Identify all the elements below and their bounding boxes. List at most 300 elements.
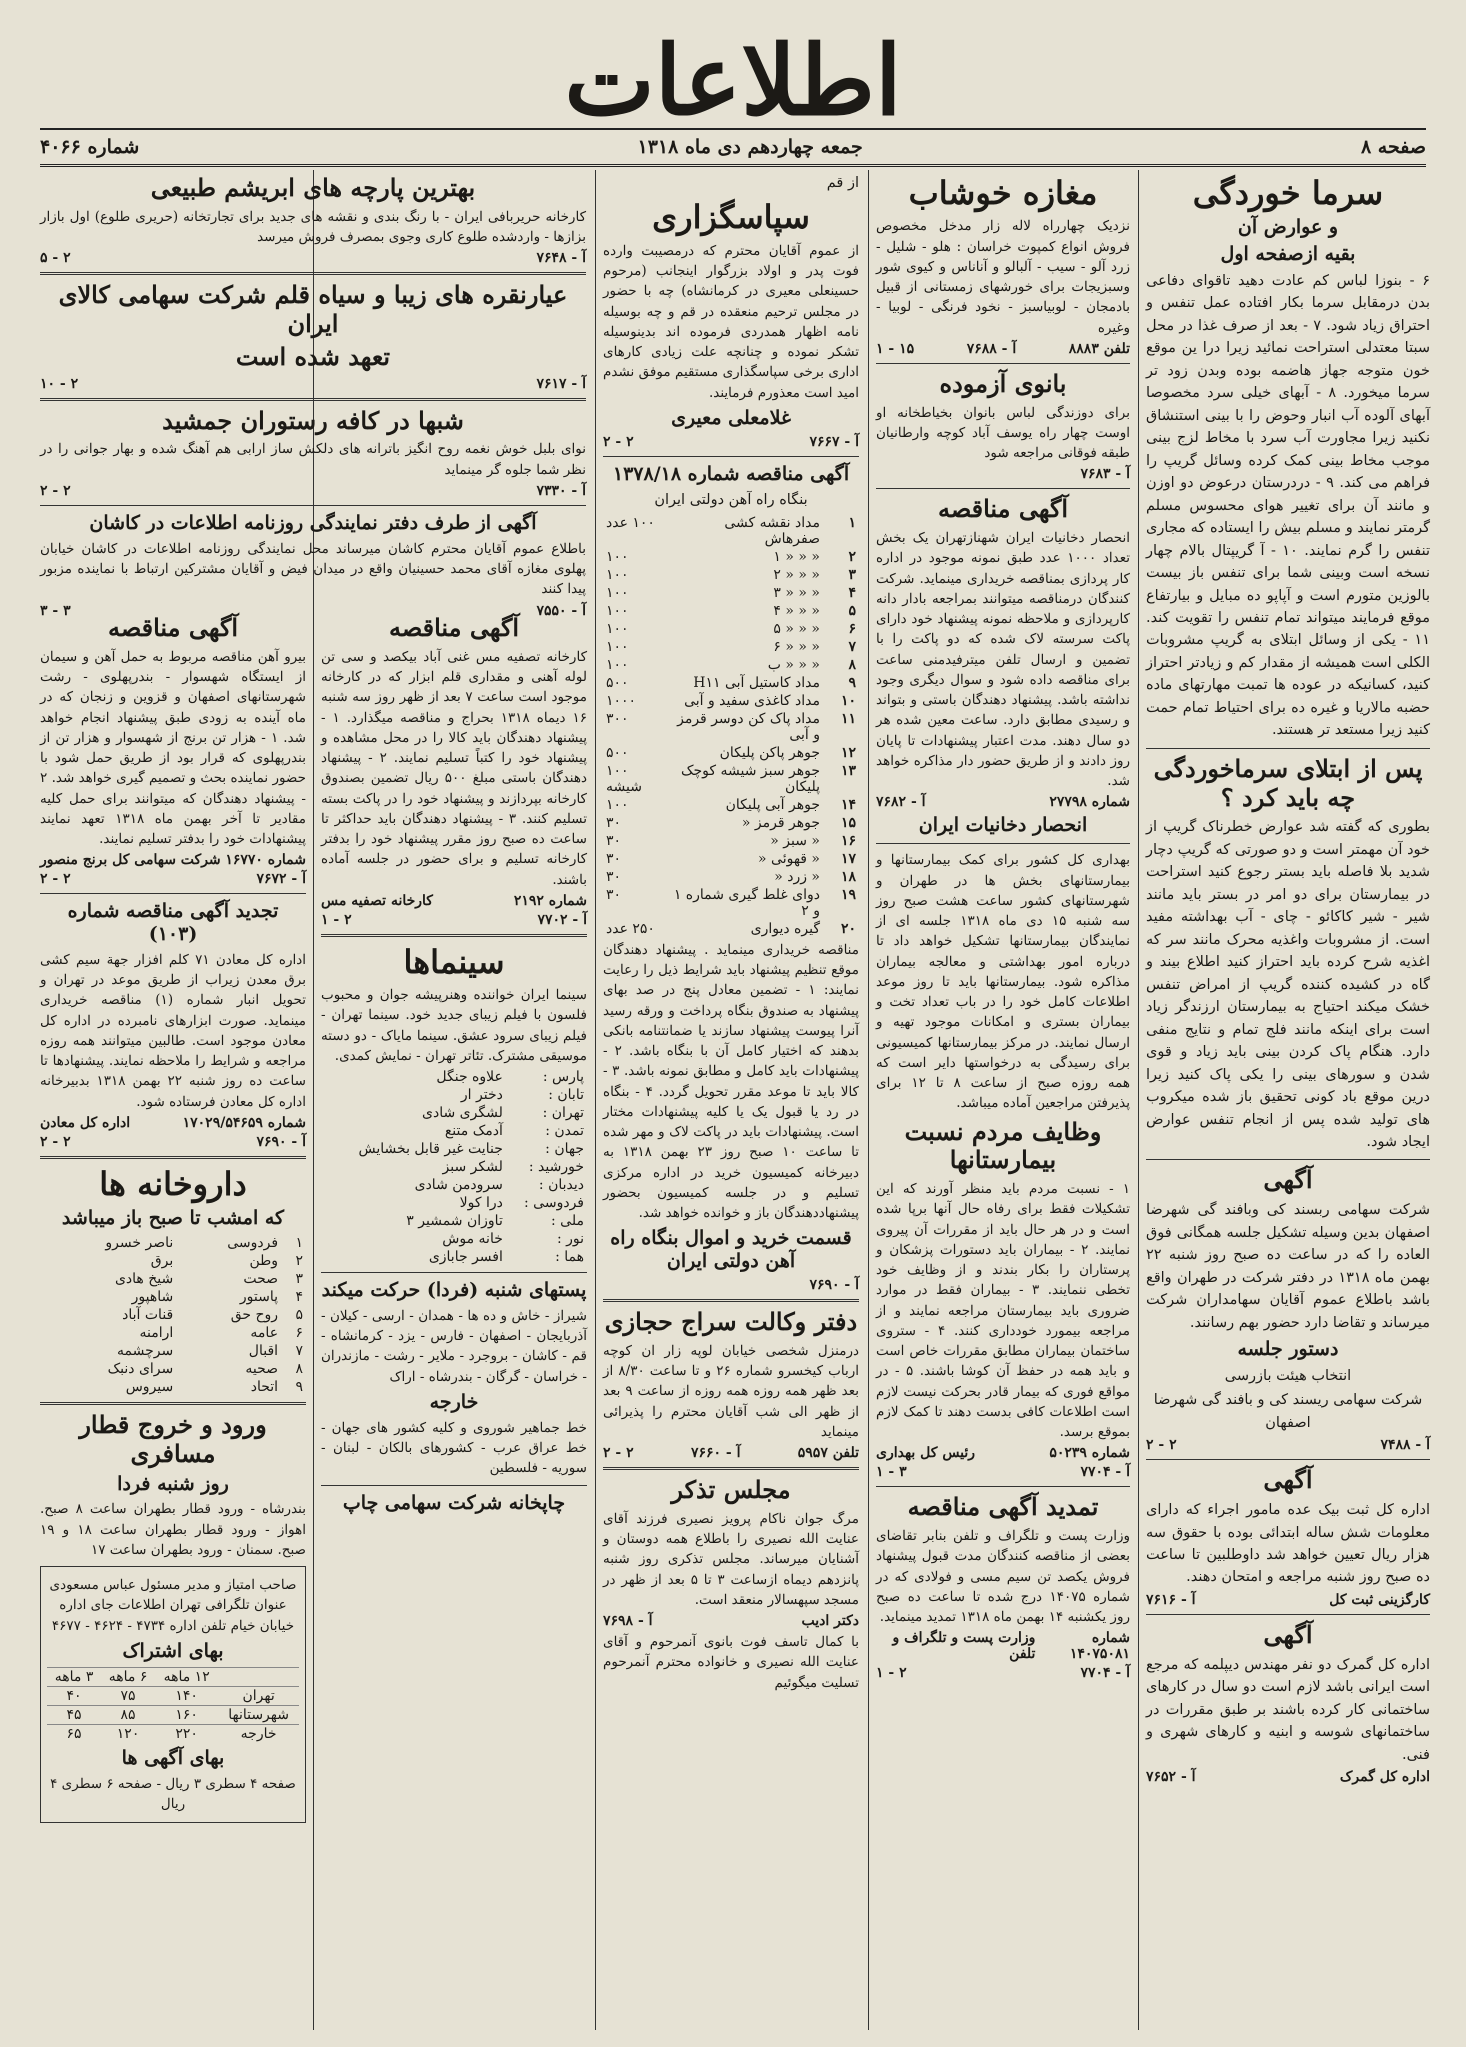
thanks-from: از قم — [826, 175, 859, 191]
tender-cell: ۱۰۰ — [606, 796, 629, 813]
cold-subtitle: و عوارض آن — [1237, 216, 1339, 239]
ref-run: ۲ - ۵ — [40, 250, 71, 267]
tender-cell: ۱۰۰ — [606, 620, 629, 637]
table-cell: ۱۶۰ — [155, 1705, 218, 1724]
cinema-row — [321, 1122, 587, 1140]
owner-body: صاحب امتیاز و مدیر مسئول عباس مسعودی عنوان تلگرافی تهران اطلاعات جای اداره خیابان خیام تلفن اداره ۴۷۳۴ - ۴۶۲۴ - ۴۶۷۷ — [49, 1577, 297, 1634]
jam-ref-2 — [321, 912, 587, 928]
tender2-title: آگهی مناقصه — [107, 613, 239, 642]
ref-code: آ - ۷۶۱۶ — [1146, 1591, 1196, 1608]
rail-tender-body: مناقصه خریداری مینماید . پیشنهاد دهندگان موقع تنظیم پیشنهاد باید شرایط ذیل را رعایت نمایند: ۱ - تضمین معادل پنج در صد بهای پیشنهاد به صندوق بنگاه پرداخت و ورقه رسید آنرا پیوست پیشنهاد سازند یا ضمانتنامه بانکی بدهند که اختیار کامل آن با بنگاه باشد. ۲ - پیشنهادات باید کامل و مطابق نمونه باشد. ۳ - کالا باید تا موعد مقرر تحویل گردد. ۴ - بنگاه در رد یا قبول یک یا کلیه پیشنهادات مختار است. پیشنهادات باید در پاکت لاک و مهر شده تا ساعت ۱۰ صبح روز ۲۳ بهمن ۱۳۱۸ به دبیرخانه کمیسیون خرید در اداره مرکزی تسلیم و در جلسه کمیسیون بحضور پیشنهاددهندگان باز و خوانده خواهد شد. — [603, 941, 859, 1222]
column-3 — [597, 170, 865, 1695]
cinema-row — [321, 1104, 587, 1122]
sunday-post-body: شیراز - خاش و ده ها - همدان - ارسی - کیلان - آذربایجان - اصفهان - فارس - یزد - کرمانشاه - قم - کاشان - بروجرد - ملایر - رشت - مازندران - خراسان - گرگان - بندرشاه - اراک — [321, 1307, 587, 1385]
tender-row — [603, 832, 859, 850]
pharmacy-row — [40, 1378, 306, 1396]
tender-cell: ۴ — [848, 584, 856, 601]
table-cell: خانه موش — [442, 1231, 503, 1248]
tender-row — [603, 814, 859, 832]
tender-cell: ۳۰ — [606, 868, 622, 885]
tender-cell: ۱۹ — [840, 886, 856, 903]
tender-cell: ۱۰۰ — [606, 566, 629, 583]
table-cell: نور : — [556, 1231, 584, 1248]
tender-cell: ۵۰۰ — [606, 674, 629, 691]
sunday-post-title: پستهای شنبه (فردا) حرکت میکند — [321, 1279, 587, 1302]
thanks-signature: غلامعلی معیری — [671, 406, 791, 429]
tender-cell: ۱ — [848, 514, 856, 531]
tender-ref — [876, 794, 1130, 810]
tender-cell: ۸ — [848, 656, 856, 673]
table-cell: ۷۵ — [101, 1686, 155, 1705]
tender-row — [603, 710, 859, 744]
table-cell: ۱ — [295, 1235, 303, 1252]
tender-cell: ۱۳ — [840, 762, 856, 779]
table-cell: ۴۵ — [47, 1705, 101, 1724]
pharmacy-row — [40, 1270, 306, 1288]
renew-ref-2 — [876, 1665, 1130, 1681]
ref-code: آ - ۷۶۶۰ — [690, 1445, 741, 1462]
cold-body: ۶ - بنوزا لباس کم عادت دهید تاقوای دفاعی بدن درمقابل سرما بکار افتاده عمل تنفس و احتراق زیاد شود. ۷ - بعد از صرف غذا در محل سبتا معتدلی استراحت نمائید زیرا درا ین موقع خون متوجه جهاز هاضمه بوده وبدن زود تر سرما میخورد. ۸ - آبهای خیلی سرد مخصوصا آبهای آلوده آب انبار وحوض را با بینی استنشاق نکنید زیرا مجاورت آب سرد با مخاط لزج بینی موجب مخاط بینی کمک کرده وسائل گریپ را فراهم می کند. ۹ - دردرستان درعوض دو اوزن و مانند آن برای تغییر هوای محسوس مسلم گرمتر نمایند و مسلم بیش را ایستاده که مجاری تنفس را گرم نمایند. ۱۰ - آ گریپتال بالام چهار نسخه است وبینی شما برای تنفس باز بیست بالوزین متورم است و آپاپو ده مبایل و بیارتفاع موقع فرمایند میتواند تمام تنفس را تقویت کند. ۱۱ - یکی از وسائل ابتلای به گریپ مشروبات الکلی است همیشه از مقدار کم و زیادتر احتراز کنید، کسانیکه در عوده ها تمبت مهارتهای ماده حضبه مالاریا و غیره ده برای احتیاط تمام حمت کنید زیرا مستعد تر هستند. — [1146, 272, 1430, 739]
tender-cell: دوای غلط گیری شماره ۱ و ۲ — [673, 886, 820, 919]
tender-cell: « زرد « — [774, 868, 820, 885]
tender-cell: ۲۰ — [840, 920, 856, 937]
tender-cell: ۱۸ — [840, 868, 856, 885]
tender-cell: ۳۰ — [606, 814, 622, 831]
table-cell: ملی : — [551, 1213, 584, 1230]
renew-title: تمدید آگهی مناقصه — [907, 1492, 1099, 1522]
tender-cell: ۱۰۰ — [606, 602, 629, 619]
tender-cell: ۱۵ — [840, 814, 856, 831]
cinema-row — [321, 1176, 587, 1194]
tender-cell: « « « ۱ — [773, 548, 820, 565]
issue-number: شماره ۴۰۶۶ — [40, 136, 140, 158]
tender-cell: ۱۱ — [840, 710, 856, 727]
renew-body: وزارت پست و تلگراف و تلفن بنابر تقاضای بعضی از مناقصه کنندگان مدت قبول پیشنهاد فروش یکصد تن سیم مسی و فولادی که در شماره ۱۴۰۷۵ درج شده تا ساعت ده صبح روز یکشنبه ۱۴ بهمن ماه ۱۳۱۸ تمدید مینماید. — [876, 1528, 1130, 1626]
table-cell: خورشید : — [528, 1159, 584, 1176]
table-cell: سرچشمه — [117, 1343, 174, 1360]
table-cell: ۲ — [295, 1253, 303, 1270]
jam-body: کارخانه تصفیه مس غنی آباد بیکصد و سی تن لوله آهنی و مقداری قلم ابزار که در کارخانه موجود است ساعت ۷ بعد از ظهر روز سه شنبه ۱۶ دیماه ۱۳۱۸ بحراج و مناقصه میگذارد. ۱ - پیشنهاد دهندگان باید کالا را در محل مشاهده و پیشنهاد خود را کتباً تسلیم نمایند. ۲ - پیشنهاد دهندگان باستی مبلغ ۵۰۰ ریال تضمین بصندوق کارخانه بپردازند و پیشنهاد خود را در پاکت بسته تسلیم کنند. ۳ - پیشنهاد دهندگان باید حداکثر تا ساعت ده صبح روز مقرر پیشنهاد خود را بدفتر کارخانه تسلیم و برای حضور در جلسه آماده باشند. — [321, 648, 588, 888]
tender-row — [603, 638, 859, 656]
column-1 — [1140, 170, 1436, 1788]
tender-row — [603, 584, 859, 602]
tender-cell: مداد پاک کن دوسر قرمز و آبی — [677, 710, 820, 743]
rail-tender-table — [603, 514, 859, 938]
renew-ref — [876, 1630, 1130, 1662]
travel-sub: روز شنبه فردا — [117, 1472, 229, 1495]
tender2-body: بیرو آهن مناقصه مربوط به حمل آهن و سیمان از ایستگاه شهسوار - بندرپهلوی - رشت شهرستانهای اصفهان و قزوین و زنجان که در ماه آینده به زودی طبق پیشنهاد انجام خواهد شد. ۱ - هزار تن برنج از شهسوار و هزار تن از بندرپهلوی که قرار بود از طریق حمل شود با حضور نماینده بحث و تصمیم گیری خواهد شد. ۲ - پیشنهاد دهندگان که میتوانند برای حمل کلیه مقادیر تا آخر بهمن ماه ۱۳۱۸ تعهد نمایند پیشنهادات خود را بدفتر تسلیم نمایند. — [40, 648, 306, 848]
tender-cell: « « « ۶ — [773, 638, 820, 655]
table-cell: ۸۵ — [101, 1705, 155, 1724]
cinema-table — [321, 1068, 587, 1266]
ref-code: آ - ۷۳۳۰ — [536, 482, 586, 499]
tender2-ref — [40, 852, 306, 868]
rep-body: باطلاع عموم آقایان محترم کاشان میرساند محل نمایندگی روزنامه اطلاعات در کاشان خیابان پهلوی مغازه آقای محمد حسینیان واقع در میدان فیض و آقایان مشترکین ارتباط با نماینده مزبور پیدا کنند — [40, 540, 586, 598]
ref-run: ۲ - ۲ — [40, 871, 71, 888]
tender-row — [603, 868, 859, 886]
tender-cell: ۲۵۰ عدد — [606, 920, 655, 937]
tender-cell: ۱۰۰ — [606, 638, 629, 655]
memorial-ref — [603, 1613, 859, 1629]
cinema-row — [321, 1248, 587, 1266]
signature: اداره کل معادن — [40, 1114, 131, 1131]
ref-run: ۲ - ۱۰ — [40, 375, 79, 392]
renew2-ref-2 — [40, 1134, 306, 1150]
column-4 — [315, 610, 593, 1518]
table-cell: ۱۲۰ — [101, 1724, 155, 1743]
jewel-sub: تعهد شده است — [235, 341, 391, 371]
cafe-title: شبها در کافه رستوران جمشید — [162, 405, 464, 435]
abroad-title: خارجه — [429, 1390, 479, 1413]
dateline — [40, 128, 1426, 167]
signature: اداره کل گمرک — [1339, 1769, 1430, 1786]
ref-run: ۲ - ۱ — [876, 1665, 907, 1682]
table-cell: ۹ — [295, 1379, 303, 1396]
table-cell: شاهپور — [131, 1289, 174, 1306]
cinema-row — [321, 1068, 587, 1086]
health-ref-2 — [876, 1464, 1130, 1480]
tender-cell: ۹ — [848, 674, 856, 691]
cold-continued: بقیه ازصفحه اول — [1220, 243, 1356, 266]
health-ref — [876, 1445, 1130, 1461]
table-cell: ۲۲۰ — [155, 1724, 218, 1743]
table-cell: ۴ — [295, 1289, 303, 1306]
pharmacy-row — [40, 1306, 306, 1324]
table-cell: درا کولا — [459, 1195, 503, 1212]
table-cell: قنات آباد — [122, 1307, 174, 1324]
column-rule — [1138, 170, 1139, 2030]
health-body: بهداری کل کشور برای کمک بیمارستانها و بیمارستانهای بخش ها در طهران و شهرستانهای کشور ساعت هشت صبح روز سه شنبه ۱۵ دی ماه ۱۳۱۸ جلسه ای از نمایندگان بیمارستانها تشکیل خواهد داد تا درباره امور بهداشتی و معالجه بیماران مذاکره شود. بیمارستانها باید تا روز موعد اطلاعات کامل خود را در باب تعداد تخت و بیماران بستری و امکانات موجود تهیه و ارسال نمایند. در مرکز بیمارستانها کمیسیونی برای رسیدگی به درخواستها دایر است که همه روزه صبح از ساعت ۸ تا ۱۲ برای پذیرفتن مراجعین آماده میباشد. — [876, 852, 1131, 1112]
jewel-title: عیارنقره های زیبا و سیاه قلم شرکت سهامی کالای ایران — [58, 280, 568, 339]
notice3-body: اداره کل گمرک دو نفر مهندس دیپلمه که مرجع است ایرانی باشد لازم است دو سال در کارهای ساختمانی کار کرده باشند بر طبق مقررات در ساختمانهای شوسه و ابنیه و کارهای شهری و فنی. — [1146, 1656, 1430, 1763]
signature: کارگزینی ثبت کل — [1329, 1591, 1430, 1608]
rail-tender-signature: قسمت خرید و اموال بنگاه راه آهن دولتی ایران — [610, 1227, 852, 1273]
tender-row — [603, 514, 859, 548]
cafe-body: نوای بلبل خوش نغمه روح انگیز باترانه های دلکش ساز ارابی هم آهنگ شده و بهار جوانی را در نظر شما جلوه گر مینماید — [40, 441, 586, 478]
cold-title: سرما خوردگی — [1192, 174, 1384, 212]
ref-code: آ - ۷۷۰۲ — [537, 911, 587, 928]
tender-cell: ۱۰۰۰ — [606, 692, 637, 709]
midwife-title: بانوی آزموده — [939, 368, 1067, 398]
table-cell: سرودمن شادی — [414, 1177, 503, 1194]
tender-cell: ۵ — [848, 602, 856, 619]
table-cell: تهران : — [542, 1105, 584, 1122]
pharmacy-table — [40, 1234, 306, 1396]
number: شماره ۲۷۷۹۸ — [1049, 794, 1130, 811]
table-cell: آدمک متنع — [444, 1123, 503, 1140]
table-cell: تمدن : — [545, 1123, 584, 1140]
number: شماره ۱۷۰۲۹/۵۴۶۵۹ — [182, 1114, 306, 1131]
column-5 — [34, 610, 312, 1829]
tender-cell: ۷ — [848, 638, 856, 655]
table-cell: جنایت غیر قابل بخشایش — [358, 1141, 503, 1158]
table-cell: پارس : — [542, 1069, 584, 1086]
tender-cell: ۱۶ — [840, 832, 856, 849]
duties-body: ۱ - نسبت مردم باید منظر آورند که این تشکیلات فقط برای رفاه حال آنها برپا شده است و در هر حال باید از مقررات آن پیروی نمایند. ۲ - بیماران باید دستورات پزشکان و پرستاران را بکار بندند و از وظایف خود تخطی ننمایند. ۳ - بیماران فقط در موارد ضروری باید بیمارستان مراجعه نمایند و از مراجعه بیمورد خودداری کنند. ۴ - ستروی ساختمان بیماران مطابق مقررات خاص است و باید همه در حفظ آن کوشا باشند. ۵ - در مواقع فوری که بیمار قادر بحرکت نیست لازم است اطلاعات کافی بدست دهند تا کمک لازم بموقع برسد. — [876, 1181, 1131, 1441]
tender-row — [603, 762, 859, 796]
tender-row — [603, 566, 859, 584]
rep-title: آگهی از طرف دفتر نمایندگی روزنامه اطلاعات در کاشان — [89, 511, 537, 534]
column-rule — [868, 170, 869, 2030]
table-cell: جهان : — [545, 1141, 584, 1158]
agenda-body: انتخاب هیئت بازرسی — [1224, 1367, 1352, 1384]
ref-code: آ - ۷۶۵۲ — [1146, 1769, 1196, 1786]
table-cell: فردوسی : — [524, 1195, 584, 1212]
table-cell: اتحاد — [250, 1379, 279, 1396]
tender-cell: ۱۰۰ عدد — [606, 514, 655, 531]
tender-cell: ۲ — [848, 548, 856, 565]
pharmacy-title: داروخانه ها — [99, 1164, 247, 1203]
ads-price-body: صفحه ۴ سطری ۳ ریال - صفحه ۶ سطری ۴ ریال — [50, 1775, 296, 1812]
tender-cell: گیره دیواری — [750, 920, 820, 937]
table-cell: ۳ ماهه — [47, 1667, 101, 1686]
tender-cell: مداد نقشه کشی صفرهاش — [724, 514, 820, 547]
tender-row — [603, 620, 859, 638]
number: شماره ۲۱۹۲ — [513, 892, 587, 909]
tender-cell: « قهوئی « — [758, 850, 820, 867]
tender-cell: ۱۰۰ — [606, 548, 629, 565]
cinema-row — [321, 1212, 587, 1230]
lawyer-body: درمنزل شخصی خیابان لوپه زار ان کوچه ارباب کیخسرو شماره ۲۶ و تا ساعت ۸/۳۰ از بعد ظهر همه روزه همه روزه از ساعت ۹ بعد از ظهر الی شب آقایان محترم را پذیرائی مینماید — [603, 1342, 860, 1440]
tender-row — [603, 744, 859, 762]
tender-cell: « « « ۴ — [773, 602, 820, 619]
table-cell: تاوزان شمشیر ۳ — [406, 1213, 503, 1230]
renew2-body: اداره کل معادن ۷۱ کلم افزار جهة سیم کشی برق معدن زیراب از طریق موعد در تهران و تحویل انبار شماره (۱) مناقصه خریداری مینماید. صورت ابزارهای نامبرده در اداره کل معادن موجود است. طالبین میتوانند همه روزه مراجعه و شرایط را ملاحظه نمایند. پیشنهادها تا ساعت ده روز شنبه ۲۲ بهمن ۱۳۱۸ بدبیرخانه اداره کل معادن فرستاده شود. — [40, 951, 307, 1110]
issue-date: جمعه چهاردهم دی ماه ۱۳۱۸ — [637, 136, 863, 158]
duties-title: وظایف مردم نسبت بیمارستانها — [904, 1116, 1102, 1175]
ref-run: ۲ - ۲ — [603, 433, 634, 450]
ref-code: آ - ۷۵۵۰ — [536, 602, 586, 619]
pharmacy-row — [40, 1252, 306, 1270]
jam-title: آگهی مناقصه — [388, 613, 520, 642]
ref-code: آ - ۷۶۸۳ — [1080, 466, 1130, 483]
midwife-ref — [876, 466, 1130, 482]
ref-code: آ - ۷۶۸۸ — [966, 340, 1017, 357]
tender-cell: ۱۲ — [840, 744, 856, 761]
subscription-row — [47, 1667, 299, 1686]
tender2-ref-2 — [40, 871, 306, 887]
memorial-title: مجلس تذکر — [671, 1475, 791, 1505]
tender-signature: انحصار دخانیات ایران — [918, 814, 1088, 837]
table-cell: تهران — [218, 1686, 299, 1705]
newspaper-title: اطلاعات — [564, 24, 902, 137]
ref-run: ۳ - ۱ — [876, 1464, 907, 1481]
jewel-ref — [40, 376, 586, 392]
silk-ref — [40, 250, 586, 266]
table-cell: علاوه جنگل — [436, 1069, 503, 1086]
notice-title: آگهی — [1263, 1165, 1313, 1195]
table-cell: دختر ار — [460, 1087, 503, 1104]
ref-code: آ - ۷۶۹۰ — [809, 1277, 859, 1294]
number: شماره ۱۴۰۷۵۰۸۱ — [1069, 1630, 1130, 1663]
signature: کارخانه تصفیه مس — [321, 892, 433, 909]
table-cell: صحت — [243, 1271, 279, 1288]
tender-row — [603, 602, 859, 620]
tender-row — [603, 796, 859, 814]
tender-row — [603, 692, 859, 710]
memorial-body-2: با کمال تاسف فوت بانوی آنمرحوم و آقای عنایت الله نصیری و خانواده محترم آنمرحوم تسلیت میگوئیم — [603, 1634, 859, 1691]
tender-row — [603, 656, 859, 674]
table-cell: لشگری شادی — [422, 1105, 503, 1122]
cinema-row — [321, 1194, 587, 1212]
table-cell: عامه — [250, 1325, 279, 1342]
pharmacy-row — [40, 1324, 306, 1342]
tender-cell: « « « ۲ — [773, 566, 820, 583]
notice-body: شرکت سهامی ربسند کی وبافند گی شهرضا اصفهان بدین وسیله تشکیل جلسه همگانی فوق العاده را که در ساعت ده صبح روز شنبه ۲۲ بهمن ماه ۱۳۱۸ در دفتر شرکت در طهران واقع باشد باطلاع عموم آقایان سهامداران شرکت میرساند و تقاضا دارد حضور بهم رسانند. — [1146, 1202, 1430, 1331]
subscription-row — [47, 1705, 299, 1724]
tender-cell: ۶ — [848, 620, 856, 637]
cafe-ref — [40, 483, 586, 499]
table-cell: شیخ هادی — [114, 1271, 174, 1288]
pharmacy-row — [40, 1342, 306, 1360]
table-cell: ۶۵ — [47, 1724, 101, 1743]
silk-title: بهترین پارچه های ابریشم طبیعی — [150, 173, 476, 202]
notice2-title: آگهی — [1263, 1465, 1313, 1495]
table-cell: صحیه — [245, 1361, 279, 1378]
masthead — [0, 24, 1466, 137]
memorial-body: مرگ جوان ناکام پرویز نصیری فرزند آقای عنایت الله نصیری را باطلاع همه دوستان و آشنایان میرساند. مجلس تذکری روز شنبه پانزدهم دیماه ازساعت ۳ تا ۵ بعد از ظهر در مسجد سپهسالار منعقد است. — [603, 1510, 859, 1608]
cinema-row — [321, 1140, 587, 1158]
column-2 — [870, 170, 1136, 1684]
table-cell: ۳ — [295, 1271, 303, 1288]
tender-cell: « سبز « — [770, 832, 820, 849]
ref-run: ۲ - ۲ — [40, 482, 71, 499]
tender-cell: « « « ۳ — [773, 584, 820, 601]
tender-cell: ۳۰ — [606, 886, 622, 903]
table-cell: تابان : — [548, 1087, 584, 1104]
ref-run: ۲ - ۲ — [603, 1445, 634, 1462]
number: شماره ۱۶۷۷۰ — [225, 852, 306, 869]
infected-title: پس از ابتلای سرماخوردگی چه باید کرد ؟ — [1153, 753, 1423, 812]
table-cell: وطن — [249, 1253, 279, 1270]
tender-cell: جوهر قرمز « — [741, 814, 820, 831]
notice2-body: اداره کل ثبت بیک عده مامور اجراء که دارای معلومات شش ساله ابتدائی بوده با حقوق سه هزار ریال تعیین خواهد شد داوطلبین تا ساعت ده صبح روز شنبه مراجعه و امتحان دهند. — [1146, 1502, 1430, 1586]
table-cell: روح حق — [230, 1307, 279, 1324]
table-cell: ۵ — [295, 1307, 303, 1324]
tender-cell: ۳۰۰ — [606, 710, 629, 727]
ref-code: آ - ۷۶۷۲ — [256, 871, 306, 888]
tender-cell: جوهر پاکن پلیکان — [719, 744, 820, 761]
number: شماره ۵۰۲۳۹ — [1049, 1445, 1130, 1462]
tender-cell: ۱۰۰ — [606, 656, 629, 673]
pharmacy-row — [40, 1234, 306, 1252]
tender-cell: ۳۰ — [606, 850, 622, 867]
tender-cell: ۱۰ — [840, 692, 856, 709]
ref-code: آ - ۷۶۹۰ — [256, 1133, 306, 1150]
tender-cell: ۳۰ — [606, 832, 622, 849]
travel-title: ورود و خروج قطار مسافری — [79, 1410, 267, 1468]
table-cell: خارجه — [218, 1724, 299, 1743]
ref-code: آ - ۷۶۹۸ — [603, 1613, 653, 1630]
ref-code: آ - ۷۶۱۷ — [536, 375, 586, 392]
tender-cell: جوهر سبز شیشه کوچک پلیکان — [680, 762, 820, 795]
table-cell: ناصر خسرو — [105, 1235, 174, 1252]
tender-cell: مداد کاغذی سفید و آبی — [684, 692, 820, 709]
table-cell: ارامنه — [139, 1325, 174, 1342]
lawyer-ref — [603, 1445, 859, 1461]
pharmacy-sub: که امشب تا صبح باز میباشد — [61, 1207, 285, 1230]
table-cell: برق — [150, 1253, 174, 1270]
subscription-row — [47, 1724, 299, 1743]
table-cell: شهرستانها — [218, 1705, 299, 1724]
tender-cell: جوهر آبی پلیکان — [725, 796, 820, 813]
cinema-title: سینماها — [403, 942, 505, 981]
tender-cell: ۵۰۰ — [606, 744, 629, 761]
rail-tender-sub: بنگاه راه آهن دولتی ایران — [654, 492, 808, 509]
shop-body: نزدیک چهارراه لاله زار مدخل مخصوص فروش انواع کمپوت خراسان : هلو - شلیل - زرد آلو - سیب - آلبالو و آناناس و کیوی شور وسبزیجات برای خورشهای زمستانی از قبیل بادمجان - لوبیاسبز - نخود فرنگی - لوبیا - وغیره — [876, 218, 1130, 336]
silk-body: کارخانه حریربافی ایران - با رنگ بندی و نقشه های جدید برای تجارتخانه (حریری طلوع) اول بازار بزازها - واردشده طلوع کاری وجوی بمصرف فروش میرسد — [40, 208, 586, 246]
lawyer-title: دفتر وکالت سراج حجازی — [604, 1307, 858, 1337]
phone: تلفن ۵۹۵۷ — [797, 1445, 859, 1462]
table-cell: ۴۰ — [47, 1686, 101, 1705]
notice-signature: شرکت سهامی ریسند کی و بافند گی شهرضا اصفهان — [1153, 1392, 1423, 1431]
table-cell — [218, 1667, 299, 1686]
signature: رئیس کل بهداری — [876, 1445, 976, 1462]
renew2-title: تجدید آگهی مناقصه شماره (۱۰۳) — [67, 900, 279, 946]
ref-run: ۲ - ۲ — [40, 1133, 71, 1150]
cinema-row — [321, 1086, 587, 1104]
tender-row — [603, 886, 859, 920]
table-cell: ۱۲ ماهه — [155, 1667, 218, 1686]
cinema-row — [321, 1230, 587, 1248]
table-cell: هما : — [555, 1249, 584, 1266]
subscription-title: بهای اشتراک — [122, 1639, 224, 1662]
tender-cell: ۱۷ — [840, 850, 856, 867]
midwife-body: برای دوزندگی لباس بانوان بخیاطخانه او اوست چهار راه یوسف آباد کوچه وارطانیان طبقه فوقانی مراجعه شود — [876, 404, 1130, 462]
cinema-row — [321, 1158, 587, 1176]
ref-code: آ - ۷۴۸۸ — [1380, 1437, 1430, 1454]
table-cell: لشکر سبز — [442, 1159, 503, 1176]
infected-body: بطوری که گفته شد عوارض خطرناک گریپ از خود آن مهمتر است و دو صورتی که گریپ دچار شدید بلا فاصله باید بستر رجوع کنید استراحت در بیمارستان برای دو امر در بستر باید مانند شیر - شیر کاکائو - چای - آب بهداشته مفید است. از مشروبات واغذیه محرک مانند سر که اغذیه شرح کرده باید احتراز کنید اطلاع بیند و گاه در کشیده کننده گریپ از امراض تنفس خشک میکند احتیاج به بیمارستان ارزندگر زیاد است برای اینکه مانند فلج تمام و نتایج منفی دارد. هنگام پاک کردن بینی باید زیاد و قوی شدن و سورهای بینی را یکی پاک کنید زیرا درین موقع باد کونی تحقیق باز شده میکروب های تولید شده پس از انجام تنفس عوارض ایجاد شود. — [1146, 819, 1430, 1150]
signature: وزارت پست و تلگراف و تلفن — [892, 1630, 1036, 1663]
tender-cell: « « « ۵ — [773, 620, 820, 637]
subscription-row — [47, 1686, 299, 1705]
ref-run: ۱۵ - ۱ — [876, 340, 915, 357]
travel-body: بندرشاه - ورود قطار بطهران ساعت ۸ صبح. اهواز - ورود قطار بطهران ساعت ۱۸ و ۱۹ صبح. سمنان - ورود بطهران ساعت ۱۷ — [40, 1501, 306, 1558]
rail-tender-ref — [603, 1277, 859, 1293]
table-cell: سیروس — [125, 1379, 174, 1396]
owner-box — [40, 1566, 306, 1823]
abroad-body: خط جماهیر شوروی و کلیه کشور های جهان - خط عراق عرب - کشورهای بالکان - لبنان - سوریه - فلسطین — [321, 1419, 587, 1477]
table-cell: افسر جابازی — [428, 1249, 503, 1266]
renew2-ref — [40, 1115, 306, 1131]
tender-cell: ۱۰۰ شیشه — [606, 762, 642, 795]
notice3-title: آگهی — [1263, 1619, 1313, 1649]
tender-row — [603, 548, 859, 566]
thanks-ref — [603, 434, 859, 450]
tender-cell: « « « ب — [767, 656, 820, 673]
tender-row — [603, 920, 859, 938]
shop-ref — [876, 341, 1130, 357]
table-cell: ۶ — [295, 1325, 303, 1342]
ref-run: ۲ - ۲ — [1146, 1437, 1177, 1454]
table-cell: فردوسی — [227, 1235, 279, 1252]
phone: تلفن ۸۸۸۳ — [1068, 340, 1130, 357]
signature: شرکت سهامی کل برنج منصور — [40, 852, 221, 869]
table-cell: ۷ — [295, 1343, 303, 1360]
ref-code: آ - ۷۷۰۴ — [1080, 1665, 1130, 1682]
ref-code: آ - ۷۷۰۴ — [1080, 1464, 1130, 1481]
tender-cell: ۱۴ — [840, 796, 856, 813]
pharmacy-row — [40, 1360, 306, 1378]
rail-tender-title: آگهی مناقصه شماره ۱۳۷۸/۱۸ — [612, 462, 850, 485]
table-cell: ۱۴۰ — [155, 1686, 218, 1705]
table-cell: سرای دنبک — [107, 1361, 174, 1378]
tender-cell: ۳ — [848, 566, 856, 583]
thanks-body: از عموم آقایان محترم که درمصیبت وارده فوت پدر و اولاد بزرگوار اینجانب (مرحوم حسینعلی معیری در کرمانشاه) چه با حضور در مجلس ترحیم منعقده در قم و چه بوسیله نامه اظهار همدردی فرموده اند بدینوسیله تشکر نموده و چنانچه علت زیادی کارهای اداری برخی سپاسگذاری مستقیم موفق نشدم امید است معذورم فرمایند. — [603, 242, 859, 401]
ads-price-title: بهای آگهی ها — [121, 1746, 225, 1769]
table-cell: دیدبان : — [538, 1177, 584, 1194]
